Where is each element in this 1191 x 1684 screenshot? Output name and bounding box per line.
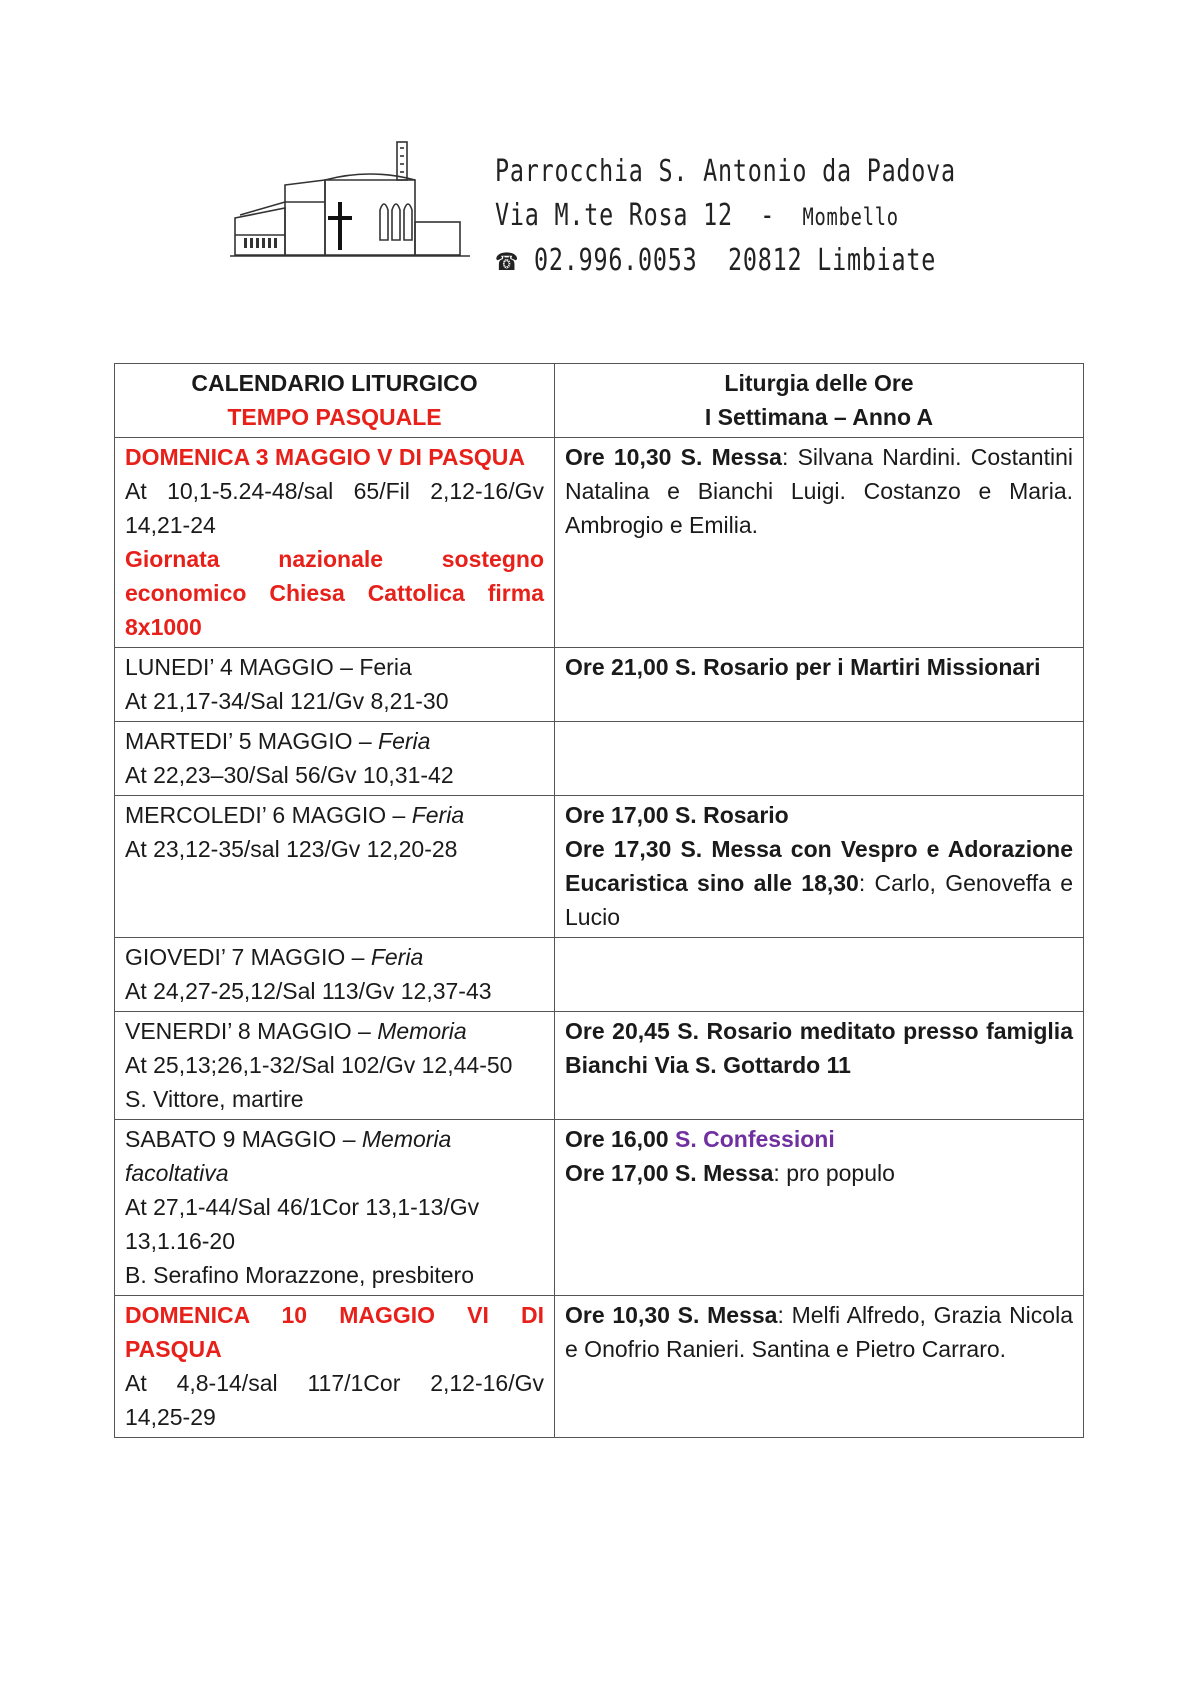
- table-row: [115, 648, 1084, 722]
- phone-line: [495, 239, 956, 284]
- readings: At 23,12-35/sal 123/Gv 12,20-28: [125, 836, 458, 862]
- letterhead-text: [495, 150, 1086, 284]
- readings: At 10,1-5.24-48/sal 65/Fil 2,12-16/Gv 14,21-24: [125, 478, 544, 538]
- liturgy-title: Liturgia delle Ore: [724, 370, 914, 396]
- readings: At 4,8-14/sal 117/1Cor 2,12-16/Gv 14,25-29: [125, 1370, 544, 1430]
- event-label: Ore 10,30 S. Messa: [565, 444, 782, 470]
- day-title: GIOVEDI’ 7 MAGGIO –: [125, 944, 365, 970]
- readings: At 27,1-44/Sal 46/1Cor 13,1-13/Gv 13,1.16-20: [125, 1194, 480, 1254]
- day-title: SABATO 9 MAGGIO –: [125, 1126, 356, 1152]
- readings: At 22,23–30/Sal 56/Gv 10,31-42: [125, 762, 454, 788]
- day-cell: [115, 722, 555, 796]
- day-cell: [115, 938, 555, 1012]
- day-type: Feria: [378, 728, 431, 754]
- day-type: Feria: [359, 654, 412, 680]
- day-title: MARTEDI’ 5 MAGGIO –: [125, 728, 372, 754]
- header-right: [555, 364, 1084, 438]
- day-title: VENERDI’ 8 MAGGIO –: [125, 1018, 371, 1044]
- events-cell: [555, 796, 1084, 938]
- events-cell: [555, 1296, 1084, 1438]
- event: Ore 17,00 S. Rosario: [565, 802, 789, 828]
- day-cell: [115, 796, 555, 938]
- phone-number: 02.996.0053: [533, 243, 698, 278]
- confessions-label: S. Confessioni: [674, 1126, 835, 1152]
- header-left: [115, 364, 555, 438]
- events-cell: [555, 722, 1084, 796]
- telephone-icon: ☎: [495, 248, 520, 276]
- saint: S. Vittore, martire: [125, 1086, 304, 1112]
- table-row: [115, 438, 1084, 648]
- events-cell: [555, 1012, 1084, 1120]
- events-cell: [555, 1120, 1084, 1296]
- day-cell: [115, 438, 555, 648]
- table-header-row: [115, 364, 1084, 438]
- cap-city: 20812 Limbiate: [728, 243, 937, 278]
- table-row: [115, 1012, 1084, 1120]
- table-row: [115, 938, 1084, 1012]
- day-title: DOMENICA 10 MAGGIO VI DI PASQUA: [125, 1302, 544, 1362]
- event: Ore 20,45 S. Rosario meditato presso famiglia Bianchi Via S. Gottardo 11: [565, 1018, 1073, 1078]
- day-note: Giornata nazionale sostegno economico Chiesa Cattolica firma 8x1000: [125, 546, 544, 640]
- table-row: [115, 1296, 1084, 1438]
- day-cell: [115, 1012, 555, 1120]
- day-title: MERCOLEDI’ 6 MAGGIO –: [125, 802, 406, 828]
- day-title: DOMENICA 3 MAGGIO V DI PASQUA: [125, 444, 525, 470]
- parish-name: Parrocchia S. Antonio da Padova: [495, 154, 956, 189]
- event-label: Ore 17,00 S. Messa: [565, 1160, 774, 1186]
- events-cell: [555, 648, 1084, 722]
- events-cell: [555, 938, 1084, 1012]
- event-label: Ore 17,30 S. Messa con Vespro e Adorazione Eucaristica sino alle 18,30: [565, 836, 1073, 896]
- readings: At 25,13;26,1-32/Sal 102/Gv 12,44-50: [125, 1052, 513, 1078]
- event-text: : Melfi Alfredo, Grazia Nicola e Onofrio Ranieri. Santina e Pietro Carraro.: [565, 1302, 1073, 1362]
- day-cell: [115, 648, 555, 722]
- calendar-title: CALENDARIO LITURGICO: [191, 370, 478, 396]
- day-type: Memoria facoltativa: [125, 1126, 452, 1186]
- table-row: [115, 722, 1084, 796]
- liturgical-calendar-table: [114, 363, 1084, 1438]
- day-type: Feria: [370, 944, 424, 970]
- day-cell: [115, 1296, 555, 1438]
- season-title: TEMPO PASQUALE: [227, 404, 442, 430]
- event-text: : pro populo: [773, 1160, 895, 1186]
- readings: At 21,17-34/Sal 121/Gv 8,21-30: [125, 688, 449, 714]
- event-text: : Carlo, Genoveffa e Lucio: [565, 870, 1073, 930]
- address: Via M.te Rosa 12: [495, 198, 733, 233]
- church-logo: [230, 140, 480, 270]
- week-year-title: I Settimana – Anno A: [704, 404, 934, 430]
- address-line: [495, 194, 956, 239]
- table-row: [115, 796, 1084, 938]
- day-type: Feria: [411, 802, 465, 828]
- locality: Mombello: [802, 203, 899, 231]
- letterhead: [230, 140, 990, 278]
- day-title: LUNEDI’ 4 MAGGIO –: [125, 654, 353, 680]
- table-row: [115, 1120, 1084, 1296]
- day-cell: [115, 1120, 555, 1296]
- event: Ore 21,00 S. Rosario per i Martiri Missionari: [565, 654, 1041, 680]
- readings: At 24,27-25,12/Sal 113/Gv 12,37-43: [125, 978, 492, 1004]
- event-label: Ore 10,30 S. Messa: [565, 1302, 778, 1328]
- day-type: Memoria: [377, 1018, 467, 1044]
- address-separator: -: [760, 198, 776, 233]
- events-cell: [555, 438, 1084, 648]
- event-label: Ore 16,00: [565, 1126, 669, 1152]
- saint: B. Serafino Morazzone, presbitero: [125, 1262, 475, 1288]
- event-text: : Silvana Nardini. Costantini Natalina e Bianchi Luigi. Costanzo e Maria. Ambrogio e Emilia.: [565, 444, 1074, 538]
